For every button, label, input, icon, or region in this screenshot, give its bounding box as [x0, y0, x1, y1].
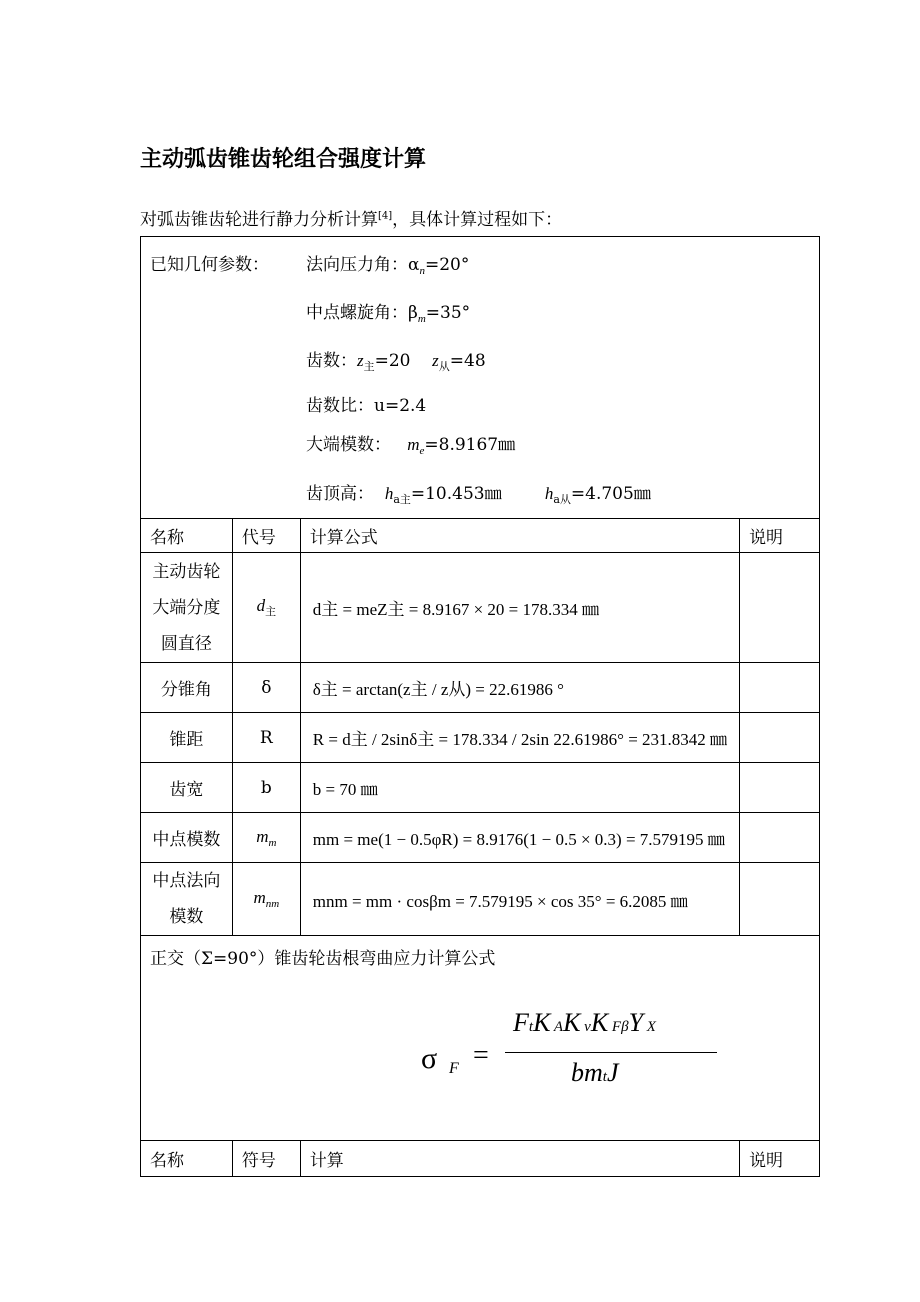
bending-title: 正交（Σ=90°）锥齿轮齿根弯曲应力计算公式 [150, 949, 496, 969]
row-formula: mm = me(1 − 0.5φR) = 8.9176(1 − 0.5 × 0.3) = 7.579195 ㎜ [300, 813, 739, 863]
row-note [740, 863, 820, 936]
row-formula: b = 70 ㎜ [300, 763, 739, 813]
row-formula: δ主 = arctan(z主 / z从) = 22.61986 ° [300, 663, 739, 713]
table-row [141, 553, 820, 663]
row-name-diameter: 主动齿轮 大端分度 圆直径 [141, 553, 233, 663]
header-name: 名称 [141, 519, 233, 553]
module-line: 大端模数： $m_e=8.9167㎜$ [306, 435, 516, 457]
row-note [740, 713, 820, 763]
table1-header-row [141, 519, 820, 553]
calculation-table [140, 236, 820, 1177]
table-row [141, 863, 820, 936]
row-code: $m_{nm}$ [232, 863, 300, 936]
row-name: 锥距 [141, 713, 233, 763]
header-symbol: 符号 [232, 1141, 300, 1177]
intro-paragraph [140, 205, 562, 230]
row-note [740, 663, 820, 713]
citation-ref[interactable]: [4] [378, 210, 393, 222]
row-code: $m_m$ [232, 813, 300, 863]
row-note [740, 763, 820, 813]
row-code: b [232, 763, 300, 813]
row-name: 分锥角 [141, 663, 233, 713]
row-formula: R = d主 / 2sinδ主 = 178.334 / 2sin 22.61986° = 231.8342 ㎜ [300, 713, 739, 763]
ratio-line: 齿数比：u=2.4 [306, 396, 427, 416]
row-code: R [232, 713, 300, 763]
table-row [141, 763, 820, 813]
row-formula: d主 = meZ主 = 8.9167 × 20 = 178.334 ㎜ [300, 553, 739, 663]
row-name-normal-module: 中点法向 模数 [141, 863, 233, 936]
addendum-line: 齿顶高： $h_{a主}=10.453㎜$ $h_{a从}=4.705㎜$ [306, 484, 651, 506]
table-row [141, 663, 820, 713]
header-code: 代号 [232, 519, 300, 553]
row-note [740, 553, 820, 663]
teeth-line: 齿数：$z_主=20$ $z_从=48$ [306, 351, 486, 373]
bending-stress-cell: 正交（Σ=90°）锥齿轮齿根弯曲应力计算公式 σ F = FtK AK vK FβY X bmtJ [141, 936, 820, 1141]
intro-tail: ，具体计算过程如下： [392, 210, 563, 230]
intro-text: 对弧齿锥齿轮进行静力分析计算 [140, 210, 378, 230]
row-formula: mnm = mm · cosβm = 7.579195 × cos 35° = 6.2085 ㎜ [300, 863, 739, 936]
table-row [141, 713, 820, 763]
header-name: 名称 [141, 1141, 233, 1177]
pressure-angle-line: 法向压力角：$\alpha_n=20^\circ$ [306, 255, 470, 277]
header-note: 说明 [740, 519, 820, 553]
spiral-angle-line: 中点螺旋角：$\beta_m=35^\circ$ [306, 303, 471, 325]
header-formula: 计算公式 [300, 519, 739, 553]
known-params-label: 已知几何参数： [150, 255, 269, 275]
header-note: 说明 [740, 1141, 820, 1177]
row-code: δ [232, 663, 300, 713]
table-row [141, 813, 820, 863]
row-name: 中点模数 [141, 813, 233, 863]
table2-header-row [141, 1141, 820, 1177]
row-code: $d_主$ [232, 553, 300, 663]
header-calc: 计算 [300, 1141, 739, 1177]
row-name: 齿宽 [141, 763, 233, 813]
row-note [740, 813, 820, 863]
known-parameters-cell [141, 237, 820, 519]
page-title: 主动弧齿锥齿轮组合强度计算 [140, 147, 427, 172]
